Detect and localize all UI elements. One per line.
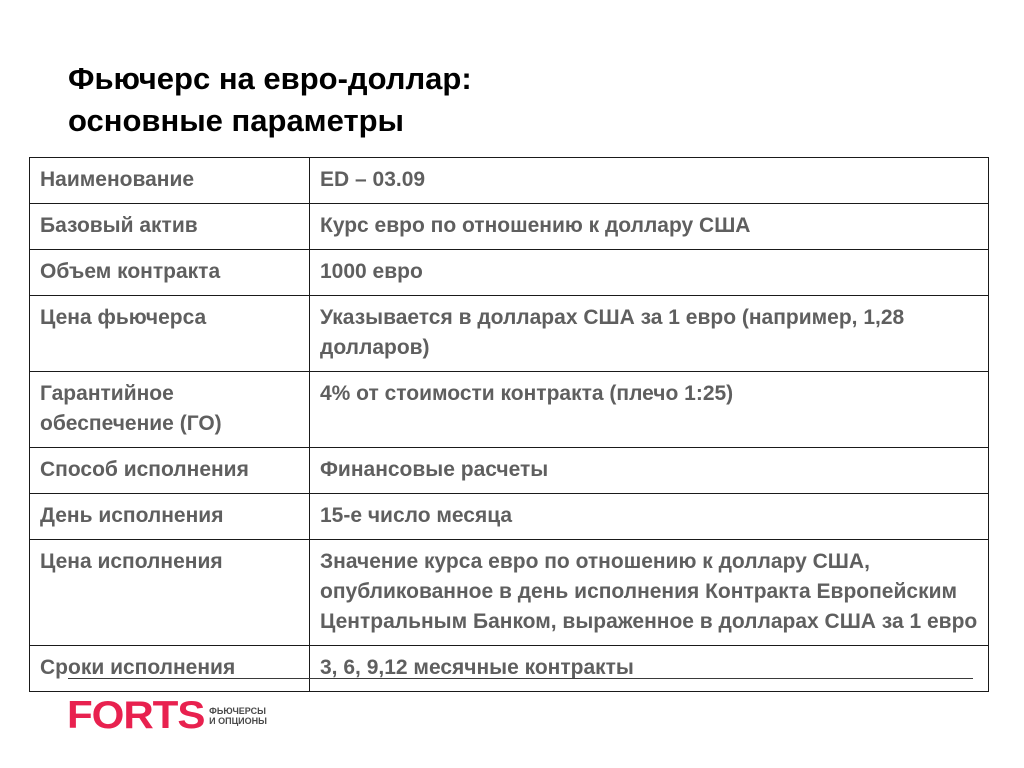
row-label-margin: Гарантийное обеспечение (ГО) — [30, 372, 310, 448]
table-row — [30, 158, 989, 204]
table-row — [30, 204, 989, 250]
table-row — [30, 540, 989, 646]
row-value-underlying-asset: Курс евро по отношению к доллару США — [310, 204, 989, 250]
row-value-name: ED – 03.09 — [310, 158, 989, 204]
row-value-settlement-method: Финансовые расчеты — [310, 448, 989, 494]
row-value-contract-size: 1000 евро — [310, 250, 989, 296]
table-row — [30, 372, 989, 448]
logo-tagline — [209, 706, 267, 726]
row-value-margin: 4% от стоимости контракта (плечо 1:25) — [310, 372, 989, 448]
slide-title-line-2: основные параметры — [68, 103, 405, 138]
row-label-underlying-asset: Базовый актив — [30, 204, 310, 250]
row-label-futures-price: Цена фьючерса — [30, 296, 310, 372]
table-row — [30, 448, 989, 494]
table-row — [30, 250, 989, 296]
row-label-settlement-day: День исполнения — [30, 494, 310, 540]
logo-tagline-line-2: И ОПЦИОНЫ — [209, 716, 267, 726]
row-value-settlement-terms: 3, 6, 9,12 месячные контракты — [310, 646, 989, 692]
row-label-settlement-terms: Сроки исполнения — [30, 646, 310, 692]
slide-title-line-1: Фьючерс на евро-доллар: — [68, 61, 472, 96]
row-label-settlement-price: Цена исполнения — [30, 540, 310, 646]
footer-divider — [68, 678, 973, 679]
logo-tagline-line-1: ФЬЮЧЕРСЫ — [209, 706, 266, 716]
forts-logo — [67, 696, 267, 736]
slide-title — [68, 58, 472, 142]
logo-wordmark: FORTS — [67, 694, 205, 737]
row-label-contract-size: Объем контракта — [30, 250, 310, 296]
parameters-table — [29, 157, 989, 692]
row-value-settlement-price: Значение курса евро по отношению к доллару США, опубликованное в день исполнения Контракта Европейским Центральным Банком, выраженное в долларах США за 1 евро — [310, 540, 989, 646]
row-label-name: Наименование — [30, 158, 310, 204]
row-value-futures-price: Указывается в долларах США за 1 евро (например, 1,28 долларов) — [310, 296, 989, 372]
table-row — [30, 646, 989, 692]
row-value-settlement-day: 15-е число месяца — [310, 494, 989, 540]
row-label-settlement-method: Способ исполнения — [30, 448, 310, 494]
table-row — [30, 494, 989, 540]
table-row — [30, 296, 989, 372]
